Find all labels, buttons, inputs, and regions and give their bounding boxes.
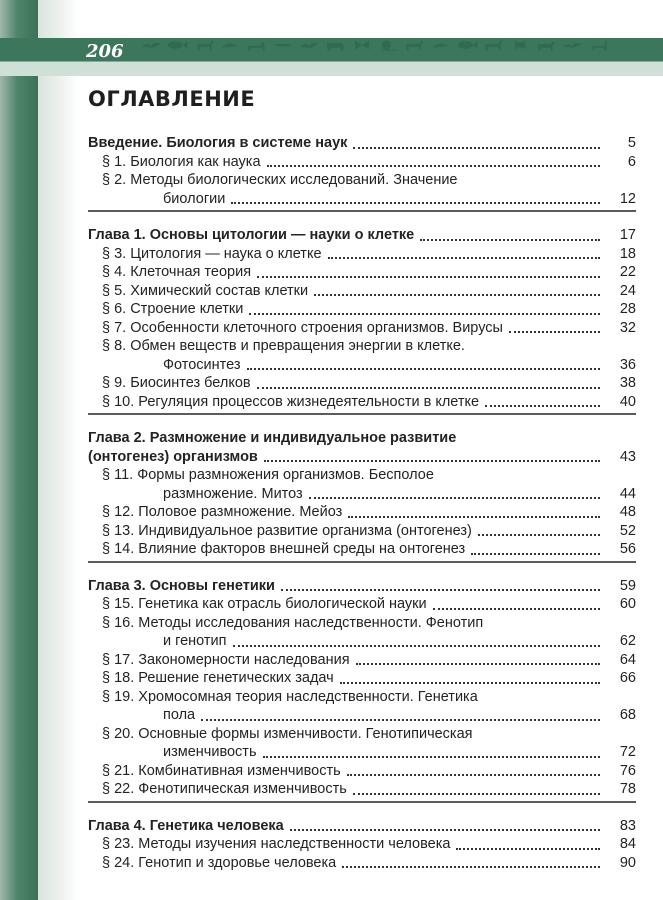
animal-silhouette-strip bbox=[140, 36, 610, 54]
toc-section-row[interactable] bbox=[88, 835, 636, 854]
bird-icon bbox=[298, 38, 320, 52]
toc-page-number: 76 bbox=[619, 762, 636, 779]
toc-section-continuation bbox=[88, 485, 636, 504]
toc-section-title: § 9. Биосинтез белков bbox=[102, 375, 251, 391]
toc-chapter-title: Введение. Биология в системе наук bbox=[88, 135, 348, 151]
toc-chapter-row[interactable] bbox=[88, 817, 636, 836]
toc-section-title-cont: Фотосинтез bbox=[163, 356, 241, 373]
dot-leader bbox=[263, 756, 601, 758]
toc-section-title: § 16. Методы исследования наследственности. Фенотип bbox=[102, 614, 484, 631]
toc-section-title: § 14. Влияние факторов внешней среды на онтогенез bbox=[102, 541, 466, 557]
toc-section-row[interactable] bbox=[88, 669, 636, 688]
toc-chapter-continuation bbox=[88, 448, 636, 467]
toc-section-title-cont: биологии bbox=[163, 190, 226, 207]
bear-icon bbox=[324, 38, 346, 52]
toc-section-title: § 13. Индивидуальное развитие организма (онтогенез) bbox=[102, 522, 472, 539]
butterfly-icon bbox=[351, 38, 373, 52]
toc-section-row[interactable] bbox=[88, 522, 636, 541]
toc-section-title-cont: изменчивость bbox=[163, 744, 257, 760]
toc-section-row[interactable] bbox=[88, 337, 636, 356]
toc-page-number: 6 bbox=[627, 153, 636, 170]
dot-leader bbox=[328, 257, 600, 259]
toc-group-chapter-2 bbox=[88, 429, 636, 563]
toc-group-introduction bbox=[88, 134, 636, 212]
dot-leader bbox=[249, 313, 600, 315]
dot-leader bbox=[314, 294, 600, 296]
toc-section-title: § 11. Формы размножения организмов. Бесполое bbox=[102, 467, 434, 483]
rabbit-icon bbox=[588, 38, 610, 52]
toc-section-continuation bbox=[88, 632, 636, 651]
toc-chapter-row[interactable] bbox=[88, 226, 636, 245]
toc-page-number: 5 bbox=[627, 135, 636, 151]
section-divider bbox=[88, 801, 636, 803]
toc-section-row[interactable] bbox=[88, 725, 636, 744]
dot-leader bbox=[471, 553, 600, 555]
toc-page-number: 18 bbox=[619, 245, 636, 262]
toc-chapter-row[interactable] bbox=[88, 577, 636, 596]
toc-page-number: 28 bbox=[619, 301, 636, 317]
toc-section-continuation bbox=[88, 706, 636, 725]
snail-icon bbox=[377, 38, 399, 52]
toc-section-row[interactable] bbox=[88, 282, 636, 301]
toc-chapter-title: Глава 2. Размножение и индивидуальное развитие bbox=[88, 430, 457, 446]
toc-group-chapter-1 bbox=[88, 226, 636, 415]
toc-chapter-row[interactable] bbox=[88, 429, 636, 448]
toc-page-number: 17 bbox=[619, 227, 636, 243]
section-divider bbox=[88, 413, 636, 415]
toc-section-title: § 7. Особенности клеточного строения организмов. Вирусы bbox=[102, 319, 503, 336]
bird-icon bbox=[140, 38, 162, 52]
deer-icon bbox=[193, 38, 215, 52]
fish-icon bbox=[166, 38, 188, 52]
toc-section-row[interactable] bbox=[88, 263, 636, 282]
toc-page-number: 66 bbox=[619, 670, 636, 686]
dot-leader bbox=[281, 589, 600, 591]
toc-chapter-title: Глава 4. Генетика человека bbox=[88, 817, 284, 834]
toc-section-row[interactable] bbox=[88, 595, 636, 614]
toc-page-number: 22 bbox=[619, 264, 636, 280]
section-divider bbox=[88, 561, 636, 563]
toc-page-number: 36 bbox=[619, 356, 636, 373]
dot-leader bbox=[264, 460, 600, 462]
toc-section-row[interactable] bbox=[88, 393, 636, 412]
toc-page-number: 64 bbox=[619, 651, 636, 668]
dot-leader bbox=[348, 516, 600, 518]
toc-page-number: 68 bbox=[619, 707, 636, 723]
toc-section-title: § 24. Генотип и здоровье человека bbox=[102, 854, 337, 871]
dot-leader bbox=[433, 608, 600, 610]
page-number: 206 bbox=[86, 41, 124, 62]
toc-page-number: 84 bbox=[619, 836, 636, 852]
dot-leader bbox=[267, 165, 600, 167]
toc-page-number: 72 bbox=[619, 744, 636, 760]
dot-leader bbox=[353, 147, 600, 149]
section-divider bbox=[88, 210, 636, 212]
toc-page-number: 44 bbox=[619, 485, 636, 502]
toc-section-continuation bbox=[88, 743, 636, 762]
toc-page-number: 59 bbox=[619, 577, 636, 594]
dot-leader bbox=[231, 202, 600, 204]
cat-icon bbox=[245, 38, 267, 52]
toc-section-title: § 8. Обмен веществ и превращения энергии в клетке. bbox=[102, 338, 465, 354]
dot-leader bbox=[485, 405, 600, 407]
toc-page-number: 38 bbox=[619, 375, 636, 391]
dot-leader bbox=[233, 645, 600, 647]
toc-section-title: § 20. Основные формы изменчивости. Генотипическая bbox=[102, 725, 473, 742]
toc-section-row[interactable] bbox=[88, 374, 636, 393]
bird-icon bbox=[561, 38, 583, 52]
toc-group-chapter-4 bbox=[88, 817, 636, 873]
toc-section-title: § 23. Методы изучения наследственности человека bbox=[102, 836, 451, 852]
toc-section-title: § 5. Химический состав клетки bbox=[102, 282, 309, 299]
dot-leader bbox=[257, 276, 600, 278]
toc-page-number: 43 bbox=[619, 448, 636, 465]
toc-section-row[interactable] bbox=[88, 651, 636, 670]
toc-section-title: § 15. Генетика как отрасль биологической науки bbox=[102, 596, 427, 612]
toc-chapter-title: Глава 3. Основы генетики bbox=[88, 577, 275, 594]
dog-icon bbox=[535, 38, 557, 52]
toc-section-row[interactable] bbox=[88, 688, 636, 707]
dot-leader bbox=[290, 829, 600, 831]
dot-leader bbox=[201, 719, 600, 721]
toc-page-number: 78 bbox=[619, 781, 636, 797]
dot-leader bbox=[456, 848, 600, 850]
toc-section-row[interactable] bbox=[88, 762, 636, 781]
toc-section-continuation bbox=[88, 190, 636, 209]
horse-icon bbox=[403, 38, 425, 52]
toc-section-row[interactable] bbox=[88, 503, 636, 522]
goat-icon bbox=[482, 38, 504, 52]
toc-page-number: 48 bbox=[619, 504, 636, 520]
toc-section-title-cont: размножение. Митоз bbox=[163, 485, 303, 502]
toc-section-title: § 22. Фенотипическая изменчивость bbox=[102, 781, 347, 797]
toc-section-title-cont: и генотип bbox=[163, 633, 227, 649]
dot-leader bbox=[342, 866, 600, 868]
toc-section-row[interactable] bbox=[88, 854, 636, 873]
dot-leader bbox=[478, 534, 600, 536]
bird-icon bbox=[430, 38, 452, 52]
toc-section-title: § 19. Хромосомная теория наследственности. Генетика bbox=[102, 688, 478, 705]
dot-leader bbox=[356, 663, 600, 665]
toc-page-number: 12 bbox=[619, 190, 636, 207]
bird-icon bbox=[219, 38, 241, 52]
toc-section-title: § 12. Половое размножение. Мейоз bbox=[102, 504, 343, 520]
table-of-contents bbox=[88, 134, 636, 872]
dot-leader bbox=[340, 682, 600, 684]
toc-page-number: 60 bbox=[619, 596, 636, 612]
toc-page-number: 56 bbox=[619, 541, 636, 557]
toc-chapter-title-cont: (онтогенез) организмов bbox=[88, 448, 258, 465]
toc-chapter-row[interactable] bbox=[88, 134, 636, 153]
left-color-band bbox=[0, 0, 38, 900]
toc-section-title: § 17. Закономерности наследования bbox=[102, 651, 350, 668]
dot-leader bbox=[509, 331, 600, 333]
toc-page-number: 62 bbox=[619, 633, 636, 649]
dot-leader bbox=[420, 239, 600, 241]
toc-chapter-title: Глава 1. Основы цитологии — науки о клетке bbox=[88, 227, 415, 243]
fish-icon bbox=[456, 38, 478, 52]
dot-leader bbox=[347, 774, 600, 776]
toc-section-title: § 6. Строение клетки bbox=[102, 301, 244, 317]
toc-page-number: 32 bbox=[619, 319, 636, 336]
toc-page-number: 83 bbox=[619, 817, 636, 834]
toc-section-row[interactable] bbox=[88, 780, 636, 799]
dot-leader bbox=[247, 368, 600, 370]
toc-section-row[interactable] bbox=[88, 245, 636, 264]
toc-section-row[interactable] bbox=[88, 319, 636, 338]
toc-section-title: § 3. Цитология — наука о клетке bbox=[102, 245, 322, 262]
toc-section-title: § 21. Комбинативная изменчивость bbox=[102, 762, 341, 779]
toc-page-number: 90 bbox=[619, 854, 636, 871]
toc-section-row[interactable] bbox=[88, 171, 636, 190]
dot-leader bbox=[257, 387, 600, 389]
toc-section-title: § 1. Биология как наука bbox=[102, 153, 261, 170]
toc-section-title: § 4. Клеточная теория bbox=[102, 264, 252, 280]
dot-leader bbox=[309, 497, 600, 499]
toc-section-row[interactable] bbox=[88, 466, 636, 485]
toc-section-continuation bbox=[88, 356, 636, 375]
toc-section-title-cont: пола bbox=[163, 707, 196, 723]
toc-page-number: 40 bbox=[619, 393, 636, 410]
toc-section-row[interactable] bbox=[88, 614, 636, 633]
toc-section-row[interactable] bbox=[88, 300, 636, 319]
dot-leader bbox=[353, 793, 600, 795]
toc-section-title: § 2. Методы биологических исследований. Значение bbox=[102, 172, 458, 188]
toc-page-number: 52 bbox=[619, 522, 636, 539]
lizard-icon bbox=[272, 38, 294, 52]
left-light-band bbox=[38, 0, 78, 900]
toc-section-title: § 10. Регуляция процессов жизнедеятельности в клетке bbox=[102, 393, 480, 410]
page-title: ОГЛАВЛЕНИЕ bbox=[88, 87, 256, 111]
insect-icon bbox=[509, 38, 531, 52]
toc-group-chapter-3 bbox=[88, 577, 636, 803]
toc-section-title: § 18. Решение генетических задач bbox=[102, 670, 334, 686]
toc-page-number: 24 bbox=[619, 282, 636, 299]
toc-section-row[interactable] bbox=[88, 153, 636, 172]
toc-section-row[interactable] bbox=[88, 540, 636, 559]
